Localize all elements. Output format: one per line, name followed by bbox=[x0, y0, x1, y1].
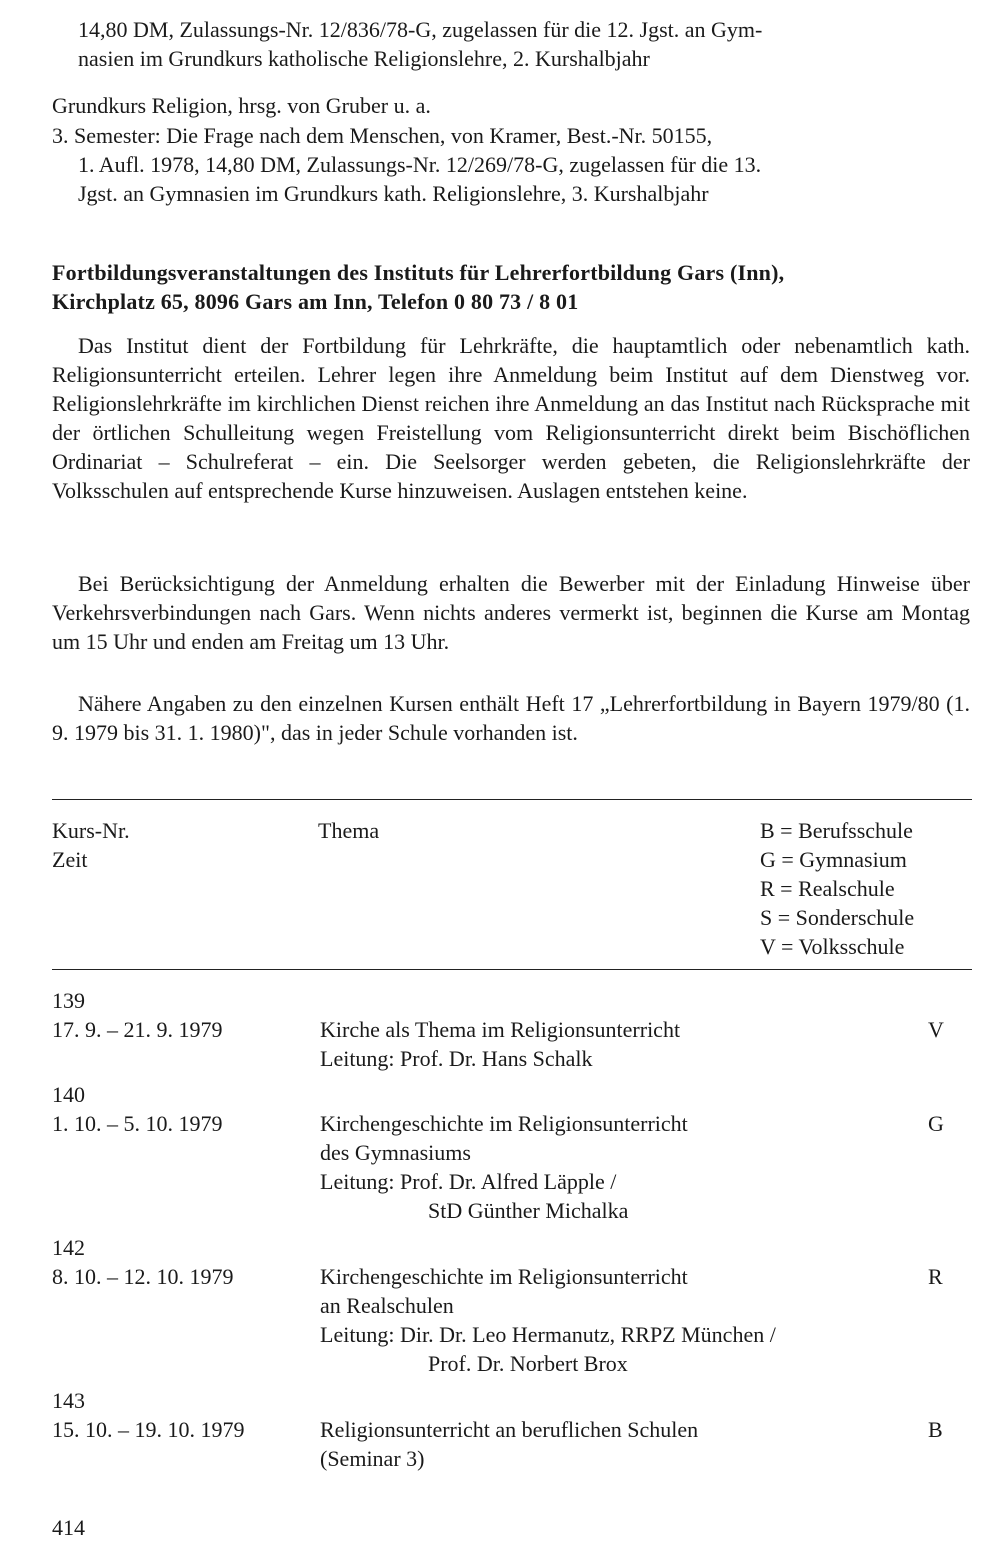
course-topic bbox=[320, 1109, 930, 1225]
grundkurs-title: Grundkurs Religion, hrsg. von Gruber u. a. bbox=[52, 93, 431, 118]
text-line: 3. Semester: Die Frage nach dem Menschen, von Kramer, Best.-Nr. 50155, bbox=[52, 123, 713, 148]
heading-line: Fortbildungsveranstaltungen des Instituts für Lehrerfortbildung Gars (Inn), bbox=[52, 260, 785, 285]
text-line: nasien im Grundkurs katholische Religionslehre, 2. Kurshalbjahr bbox=[78, 46, 650, 71]
course-title: Kirchengeschichte im Religionsunterricht bbox=[320, 1264, 688, 1289]
paragraph-registration: Bei Berücksichtigung der Anmeldung erhalten die Bewerber mit der Einladung Hinweise über Verkehrsverbindungen nach Gars. Wenn nichts anderes vermerkt ist, beginnen die Kurse am Montag um 15 Uhr und enden am Freitag um 13 Uhr. bbox=[52, 571, 970, 654]
course-title: (Seminar 3) bbox=[320, 1446, 425, 1471]
table-header-rule bbox=[52, 969, 972, 970]
course-topic bbox=[320, 1415, 930, 1473]
course-topic bbox=[320, 1015, 930, 1073]
course-leitung bbox=[320, 1320, 930, 1349]
semester-entry bbox=[52, 121, 968, 208]
course-title: Kirche als Thema im Religionsunterricht bbox=[320, 1017, 681, 1042]
course-title: Kirchengeschichte im Religionsunterricht bbox=[320, 1111, 688, 1136]
course-number: 140 bbox=[52, 1082, 85, 1107]
school-type-legend bbox=[760, 816, 914, 961]
table-top-rule bbox=[52, 799, 972, 800]
page-number: 414 bbox=[52, 1515, 85, 1540]
text-line: Jgst. an Gymnasien im Grundkurs kath. Religionslehre, 3. Kurshalbjahr bbox=[78, 181, 709, 206]
course-title: Religionsunterricht an beruflichen Schulen bbox=[320, 1417, 699, 1442]
header-zeit: Zeit bbox=[52, 847, 88, 872]
paragraph-details: Nähere Angaben zu den einzelnen Kursen enthält Heft 17 „Lehrerfortbildung in Bayern 1979/80 (1. 9. 1979 bis 31. 1. 1980)", das in jeder Schule vorhanden ist. bbox=[52, 691, 970, 745]
text-line: 1. Aufl. 1978, 14,80 DM, Zulassungs-Nr. 12/269/78-G, zugelassen für die 13. bbox=[78, 152, 762, 177]
header-thema: Thema bbox=[318, 818, 380, 843]
course-leitung bbox=[320, 1167, 930, 1196]
legend-item: G = Gymnasium bbox=[760, 847, 907, 872]
school-type: R bbox=[928, 1264, 943, 1289]
leitung-name: Dir. Dr. Leo Hermanutz, RRPZ München / bbox=[400, 1322, 776, 1347]
leitung-name: Prof. Dr. Alfred Läpple / bbox=[400, 1169, 617, 1194]
text-line: 14,80 DM, Zulassungs-Nr. 12/836/78-G, zugelassen für die 12. Jgst. an Gym- bbox=[78, 17, 763, 42]
course-leitung bbox=[320, 1044, 930, 1073]
paragraph-institute: Das Institut dient der Fortbildung für Lehrkräfte, die hauptamtlich oder nebenamtlich kath. Religionsunterricht erteilen. Lehrer legen ihre Anmeldung beim Institut auf dem Dienstweg vor. Religionslehrkräfte im kirchlichen Dienst reichen ihre Anmeldung an das Institut nach Rücksprache mit der örtlichen Schulleitung wegen Freistellung vom Religionsunterricht direkt beim Bischöflichen Ordinariat – Schulreferat – ein. Die Seelsorger werden gebeten, die Religionslehrkräfte der Volksschulen auf entsprechende Kurse hinzuweisen. Auslagen entstehen keine. bbox=[52, 333, 970, 503]
leitung-label: Leitung: bbox=[320, 1322, 395, 1347]
leitung-name: Prof. Dr. Hans Schalk bbox=[400, 1046, 593, 1071]
course-date: 15. 10. – 19. 10. 1979 bbox=[52, 1417, 245, 1442]
course-date: 1. 10. – 5. 10. 1979 bbox=[52, 1111, 223, 1136]
course-number: 139 bbox=[52, 988, 85, 1013]
leitung-label: Leitung: bbox=[320, 1169, 395, 1194]
course-number: 143 bbox=[52, 1388, 85, 1413]
course-date: 8. 10. – 12. 10. 1979 bbox=[52, 1264, 234, 1289]
header-kurs-nr: Kurs-Nr. bbox=[52, 818, 130, 843]
course-title: des Gymnasiums bbox=[320, 1140, 471, 1165]
heading-line: Kirchplatz 65, 8096 Gars am Inn, Telefon 0 80 73 / 8 01 bbox=[52, 289, 579, 314]
school-type: B bbox=[928, 1417, 943, 1442]
legend-item: B = Berufsschule bbox=[760, 818, 913, 843]
legend-item: V = Volksschule bbox=[760, 934, 905, 959]
course-date: 17. 9. – 21. 9. 1979 bbox=[52, 1017, 223, 1042]
price-note bbox=[78, 15, 968, 73]
course-topic bbox=[320, 1262, 930, 1378]
course-number: 142 bbox=[52, 1235, 85, 1260]
leitung-name: Prof. Dr. Norbert Brox bbox=[428, 1351, 628, 1376]
leitung-label: Leitung: bbox=[320, 1046, 395, 1071]
school-type: V bbox=[928, 1017, 944, 1042]
legend-item: R = Realschule bbox=[760, 876, 895, 901]
school-type: G bbox=[928, 1111, 944, 1136]
section-heading bbox=[52, 258, 972, 316]
legend-item: S = Sonderschule bbox=[760, 905, 915, 930]
leitung-name: StD Günther Michalka bbox=[428, 1198, 629, 1223]
course-title: an Realschulen bbox=[320, 1293, 454, 1318]
